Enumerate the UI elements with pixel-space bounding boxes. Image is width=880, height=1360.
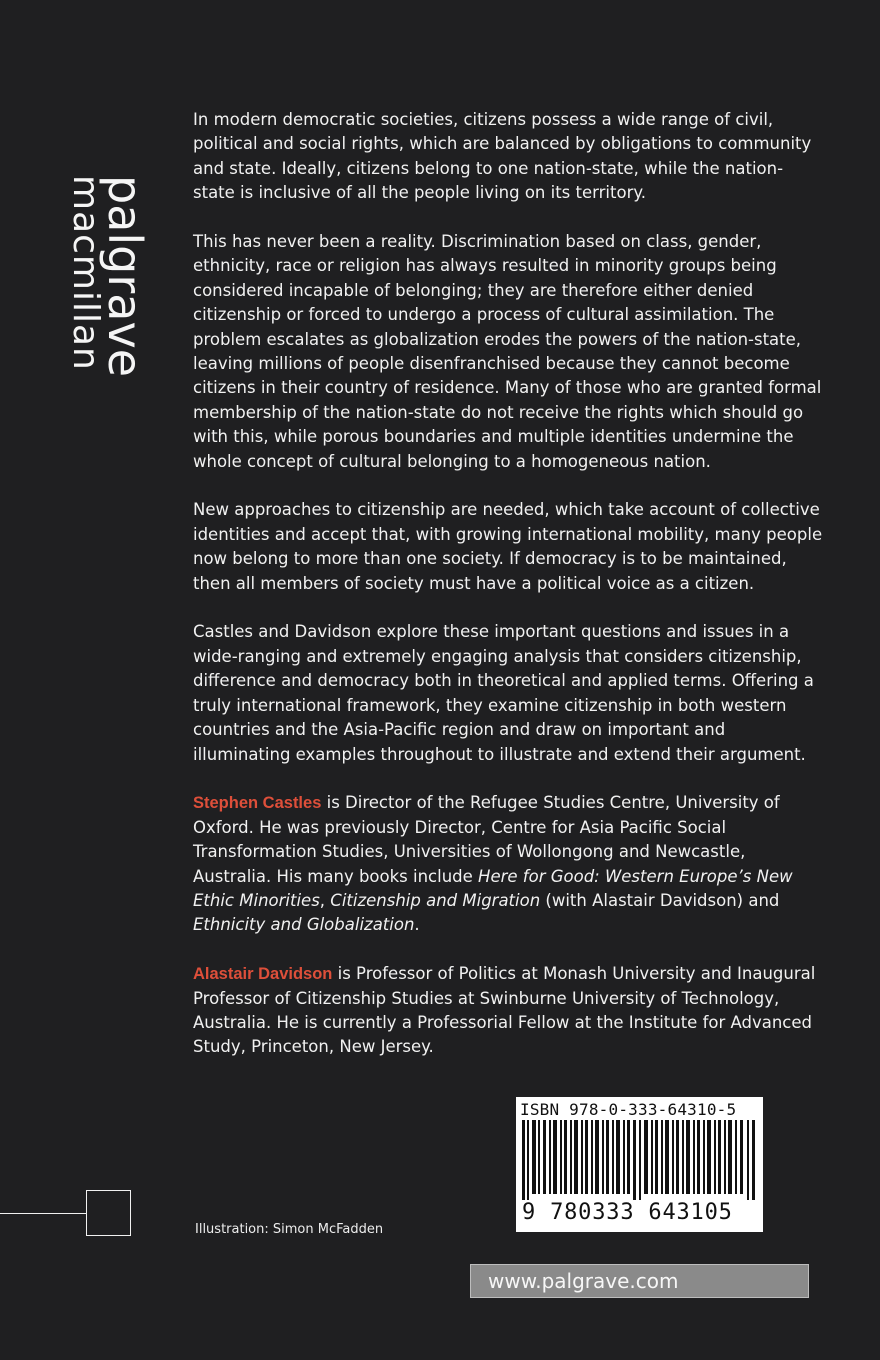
book-title-separator: , — [319, 890, 331, 910]
illustration-credit: Illustration: Simon McFadden — [195, 1222, 384, 1237]
book-title-citizenship-and-migration: Citizenship and Migration — [330, 890, 541, 910]
author-bio-castles-end: . — [414, 915, 420, 935]
description-paragraph-2: This has never been a reality. Discrimination based on class, gender, ethnicity, race or religion has always resulted in minority groups being considered incapable of belonging; they are therefore either denied citizenship or forced to undergo a process of cultural assimilation. The problem escalates as globalization erodes the powers of the nation-state, leaving millions of people disenfranchised because they cannot become citizens in their country of residence. Many of those who are granted formal membership of the nation-state do not receive the rights which should go with this, while porous boundaries and multiple identities undermine the whole concept of cultural belonging to a homogeneous nation. — [193, 232, 822, 471]
author-bio-davidson-text: is Professor of Politics at Monash University and Inaugural Professor of Citizenship Studies at Swinburne University of Technology, Australia. He is currently a Professorial Fellow at the Institute for Advanced Study, Princeton, New Jersey. — [193, 964, 816, 1057]
book-title-ethnicity-and-globalization: Ethnicity and Globalization — [193, 915, 415, 935]
description-paragraph-3: New approaches to citizenship are needed, which take account of collective identities and accept that, with growing international mobility, many people now belong to more than one society. If democracy is to be maintained, then all members of society must have a political voice as a citizen. — [193, 500, 823, 593]
isbn-barcode-block — [516, 1097, 763, 1232]
book-title-here-for-good: Here for Good: Western Europe’s New Ethic Minorities — [193, 866, 793, 910]
description-paragraph-4: Castles and Davidson explore these important questions and issues in a wide-ranging and extremely engaging analysis that considers citizenship, difference and democracy both in theoretical and applied terms. Offering a truly international framework, they examine citizenship in both western countries and the Asia-Pacific region and draw on important and illuminating examples throughout to illustrate and extend their argument. — [193, 622, 814, 764]
barcode-digits: 9 780333 643105 — [522, 1200, 733, 1225]
author-name-davidson: Alastair Davidson — [193, 965, 333, 984]
author-bio-castles — [193, 791, 823, 937]
author-bio-davidson — [193, 962, 823, 1060]
publisher-name-secondary: macmillan — [65, 175, 106, 371]
barcode-graphic — [522, 1120, 757, 1200]
author-bio-castles-text: is Director of the Refugee Studies Centre, University of Oxford. He was previously Director, Centre for Asia Pacific Social Transformation Studies, Universities of Wollongong and Newcastle, Australia. His many books include — [193, 793, 780, 886]
isbn-label: ISBN 978-0-333-64310-5 — [520, 1100, 737, 1119]
website-url[interactable]: www.palgrave.com — [488, 1269, 679, 1293]
description-paragraph-1: In modern democratic societies, citizens possess a wide range of civil, political and social rights, which are balanced by obligations to community and state. Ideally, citizens belong to one nation-state, while the nation-state is inclusive of all the people living on its territory. — [193, 110, 812, 203]
back-cover-description — [193, 108, 823, 1084]
decorative-rule — [0, 1213, 87, 1214]
publisher-logo — [60, 175, 150, 385]
decorative-square — [86, 1190, 131, 1236]
website-url-bar — [470, 1264, 809, 1298]
author-bio-castles-middle: (with Alastair Davidson) and — [540, 890, 780, 910]
publisher-name-primary: palgrave — [98, 175, 152, 377]
author-name-castles: Stephen Castles — [193, 794, 322, 813]
